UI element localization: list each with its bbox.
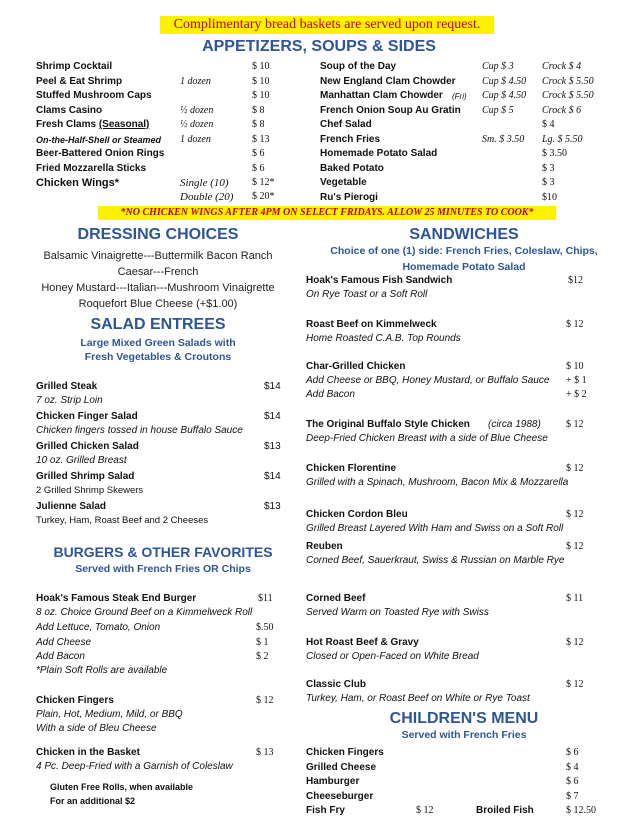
sandwich-name: Roast Beef on Kimmelweck (306, 319, 437, 330)
side-crock-price: $ 3.50 (542, 148, 567, 159)
salad-price: $14 (264, 411, 281, 422)
appetizer-name: Shrimp Cocktail (36, 61, 113, 72)
chicken-basket-name: Chicken in the Basket (36, 747, 140, 758)
salad-name: Chicken Finger Salad (36, 411, 138, 422)
side-cup-price: Cup $ 4.50 (482, 75, 527, 87)
fish-fry-price: $ 12 (416, 805, 434, 816)
side-crock-price: $ 4 (542, 119, 555, 130)
sandwich-desc: Closed or Open-Faced on White Bread (306, 651, 479, 662)
steak-burger-name: Hoak's Famous Steak End Burger (36, 593, 197, 604)
appetizer-name: Clams Casino (36, 104, 103, 116)
broiled-fish-price: $ 12.50 (566, 805, 596, 816)
children-title: CHILDREN'S MENU (389, 710, 539, 727)
sandwich-desc: Add Cheese or BBQ, Honey Mustard, or Buffalo Sauce (306, 375, 550, 386)
dressing-line: Honey Mustard---Italian---Mushroom Vinaigrette (41, 282, 275, 294)
salad-desc: 10 oz. Grilled Breast (36, 455, 127, 466)
appetizer-qty: 1 dozen (180, 75, 211, 87)
salad-name: Julienne Salad (36, 501, 107, 512)
addon-label: Add Cheese (36, 636, 92, 648)
appetizer-name: Stuffed Mushroom Caps (36, 90, 152, 101)
sandwich-desc: Corned Beef, Sauerkraut, Swiss & Russian on Marble Rye (306, 555, 565, 566)
appetizers-title: APPETIZERS, SOUPS & SIDES (202, 38, 436, 55)
appetizer-price: $ 8 (252, 104, 265, 116)
wings-double-price: $ 20* (252, 191, 275, 202)
salad-price: $14 (264, 471, 281, 482)
appetizer-qty: 1 dozen (180, 133, 211, 145)
sandwich-price: $ 12 (566, 463, 584, 474)
side-cup-price: Cup $ 3 (482, 61, 514, 72)
sandwich-name: Classic Club (306, 679, 367, 690)
burgers-title: BURGERS & OTHER FAVORITES (53, 544, 273, 560)
add-cheese-price: + $ 1 (566, 375, 587, 386)
side-crock-price: $ 3 (542, 162, 555, 174)
dressing-title: DRESSING CHOICES (77, 226, 239, 243)
appetizer-qty: ½ dozen (180, 104, 214, 116)
chicken-fingers-desc: With a side of Bleu Cheese (36, 723, 157, 734)
sandwich-note: (circa 1988) (488, 419, 541, 430)
gluten-free-note: Gluten Free Rolls, when available (50, 782, 194, 792)
appetizer-price: $ 6 (252, 162, 265, 174)
salad-desc: Chicken fingers tossed in house Buffalo Sauce (36, 425, 243, 436)
kids-item-price: $ 4 (566, 761, 579, 773)
salad-desc: 2 Grilled Shrimp Skewers (36, 485, 144, 496)
salad-desc: 7 oz. Strip Loin (36, 395, 103, 406)
dressing-line: Caesar---French (117, 266, 199, 278)
side-cup-price: Sm. $ 3.50 (482, 133, 525, 145)
appetizer-name: Peel & Eat Shrimp (36, 75, 123, 87)
appetizer-name: Beer-Battered Onion Rings (36, 148, 165, 159)
wings-single-price: $ 12* (252, 177, 275, 188)
sandwich-name: The Original Buffalo Style Chicken (306, 419, 470, 430)
dressing-line: Balsamic Vinaigrette---Buttermilk Bacon Ranch (43, 250, 273, 262)
wings-name: Chicken Wings* (36, 177, 120, 189)
side-cup-price: Cup $ 4.50 (482, 90, 527, 101)
side-crock-price: Crock $ 5.50 (542, 75, 594, 87)
sandwich-desc: Turkey, Ham, or Roast Beef on White or Rye Toast (306, 693, 530, 704)
side-name: Baked Potato (320, 162, 384, 174)
kids-item-price: $ 6 (566, 776, 579, 787)
salads-title: SALAD ENTREES (90, 316, 226, 333)
side-name: Manhattan Clam Chowder (320, 90, 443, 101)
side-crock-price: Crock $ 6 (542, 104, 582, 116)
bread-banner: Complimentary bread baskets are served upon request. (160, 16, 494, 34)
sandwich-name: Chicken Cordon Bleu (306, 509, 408, 520)
side-crock-price: Lg. $ 5.50 (542, 133, 583, 145)
kids-item-price: $ 6 (566, 747, 579, 758)
sandwich-name: Hoak's Famous Fish Sandwich (306, 275, 453, 286)
dressing-line: Roquefort Blue Cheese (+$1.00) (78, 298, 238, 310)
wings-single: Single (10) (180, 177, 229, 189)
addon-price: $ 2 (256, 651, 269, 662)
sandwiches-title: SANDWICHES (409, 226, 519, 243)
sandwich-desc: Grilled with a Spinach, Mushroom, Bacon Mix & Mozzarella (306, 477, 569, 488)
side-crock-price: $10 (542, 191, 557, 203)
side-name: French Fries (320, 133, 381, 145)
appetizer-price: $ 10 (252, 75, 270, 87)
chicken-fingers-price: $ 12 (256, 695, 274, 706)
burgers-subtitle: Served with French Fries OR Chips (75, 563, 251, 575)
appetizer-price: $ 13 (252, 133, 270, 145)
fish-fry-name: Fish Fry (306, 805, 345, 816)
sandwich-desc: Home Roasted C.A.B. Top Rounds (306, 333, 461, 344)
sandwich-price: $12 (568, 275, 583, 286)
sandwich-name: Reuben (306, 541, 343, 552)
side-name: Vegetable (320, 177, 367, 188)
sandwiches-subtitle: Homemade Potato Salad (402, 261, 526, 273)
soft-rolls-note: *Plain Soft Rolls are available (36, 665, 168, 676)
chicken-fingers-name: Chicken Fingers (36, 695, 114, 706)
appetizer-price: $ 6 (252, 148, 265, 159)
sandwich-desc: Deep-Fried Chicken Breast with a side of Blue Cheese (306, 433, 548, 444)
side-note: (Fri) (452, 92, 467, 101)
add-bacon-label: Add Bacon (306, 389, 355, 400)
appetizer-name: On-the-Half-Shell or Steamed (36, 134, 162, 145)
steak-burger-price: $11 (258, 593, 273, 604)
side-name: Chef Salad (320, 119, 372, 130)
salad-price: $14 (264, 381, 281, 392)
sandwich-desc: On Rye Toast or a Soft Roll (306, 289, 428, 300)
appetizer-qty: ½ dozen (180, 119, 214, 130)
wings-double: Double (20) (180, 191, 234, 203)
sandwich-desc: Served Warm on Toasted Rye with Swiss (306, 607, 489, 618)
side-crock-price: $ 3 (542, 177, 555, 188)
addon-label: Add Lettuce, Tomato, Onion (36, 622, 161, 633)
sandwich-price: $ 12 (566, 541, 584, 552)
kids-item-name: Chicken Fingers (306, 747, 384, 758)
sandwich-name: Hot Roast Beef & Gravy (306, 637, 419, 648)
sandwich-name: Char-Grilled Chicken (306, 361, 406, 372)
gluten-free-note: For an additional $2 (50, 796, 136, 806)
sandwich-name: Corned Beef (306, 593, 366, 604)
salads-subtitle: Fresh Vegetables & Croutons (84, 351, 232, 363)
sandwich-price: $ 12 (566, 319, 584, 330)
side-name: French Onion Soup Au Gratin (320, 104, 461, 116)
children-subtitle: Served with French Fries (401, 729, 527, 741)
salad-name: Grilled Chicken Salad (36, 441, 139, 452)
side-name: Homemade Potato Salad (320, 148, 438, 159)
side-crock-price: Crock $ 4 (542, 61, 582, 72)
steak-burger-desc: 8 oz. Choice Ground Beef on a Kimmelweck Roll (36, 607, 253, 618)
salad-name: Grilled Steak (36, 381, 98, 392)
side-crock-price: Crock $ 5.50 (542, 90, 594, 101)
side-cup-price: Cup $ 5 (482, 104, 514, 116)
salad-price: $13 (264, 501, 281, 512)
appetizer-price: $ 8 (252, 119, 265, 130)
chicken-fingers-desc: Plain, Hot, Medium, Mild, or BBQ (36, 709, 183, 720)
broiled-fish-name: Broiled Fish (476, 805, 534, 816)
kids-item-price: $ 7 (566, 790, 579, 802)
appetizer-name: Fresh Clams (Seasonal) (36, 119, 150, 130)
kids-item-name: Hamburger (306, 776, 360, 787)
sandwich-price: $ 12 (566, 419, 584, 430)
appetizer-price: $ 10 (252, 61, 270, 72)
appetizer-name: Fried Mozzarella Sticks (36, 162, 147, 174)
salad-price: $13 (264, 441, 281, 452)
sandwich-price: $ 12 (566, 679, 584, 690)
kids-item-name: Grilled Cheese (306, 761, 377, 773)
sandwich-price: $ 12 (566, 509, 584, 520)
sandwich-price: $ 10 (566, 361, 584, 372)
sandwich-name: Chicken Florentine (306, 463, 397, 474)
sandwiches-subtitle: Choice of one (1) side: French Fries, Coleslaw, Chips, (330, 245, 598, 257)
salads-subtitle: Large Mixed Green Salads with (80, 337, 236, 349)
addon-price: $.50 (256, 622, 274, 633)
addon-price: $ 1 (256, 636, 269, 648)
kids-item-name: Cheeseburger (306, 790, 374, 802)
appetizer-price: $ 10 (252, 90, 270, 101)
add-bacon-price: + $ 2 (566, 389, 587, 400)
sandwich-price: $ 11 (566, 593, 584, 604)
addon-label: Add Bacon (36, 651, 85, 662)
side-name: New England Clam Chowder (320, 75, 456, 87)
side-name: Ru's Pierogi (320, 191, 378, 203)
wings-warning: *NO CHICKEN WINGS AFTER 4PM ON SELECT FRIDAYS. ALLOW 25 MINUTES TO COOK* (98, 206, 556, 220)
salad-desc: Turkey, Ham, Roast Beef and 2 Cheeses (36, 515, 209, 526)
sandwich-desc: Grilled Breast Layered With Ham and Swiss on a Soft Roll (306, 523, 564, 534)
salad-name: Grilled Shrimp Salad (36, 471, 135, 482)
sandwich-price: $ 12 (566, 637, 584, 648)
chicken-basket-price: $ 13 (256, 747, 274, 758)
side-name: Soup of the Day (320, 61, 397, 72)
chicken-basket-desc: 4 Pc. Deep-Fried with a Garnish of Coleslaw (36, 761, 233, 772)
